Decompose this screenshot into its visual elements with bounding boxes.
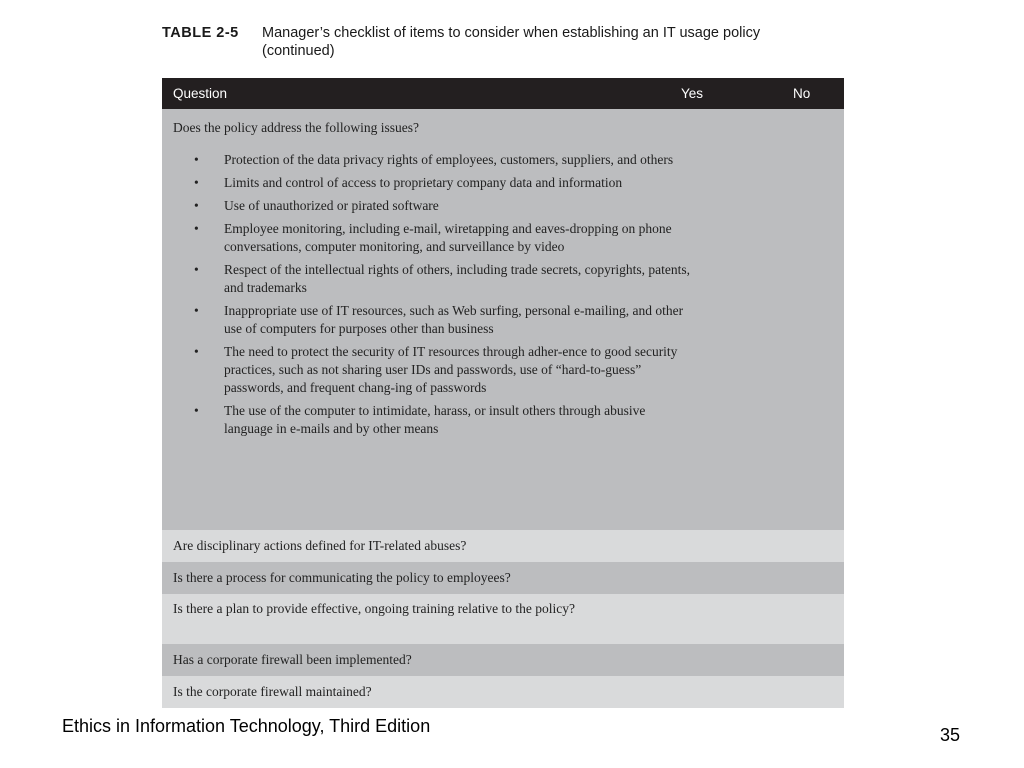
bullet-icon: • (194, 152, 199, 167)
header-question: Question (173, 86, 228, 101)
header-no: No (793, 86, 811, 101)
table-row (162, 676, 844, 708)
list-item-text: The use of the computer to intimidate, harass, or insult others through abusive language in e-mails and by other means (224, 403, 646, 436)
list-item (173, 197, 694, 215)
list-item-text: Limits and control of access to proprietary company data and information (224, 175, 623, 190)
page-number: 35 (940, 725, 961, 745)
bullet-icon: • (194, 198, 199, 213)
list-item-text: Protection of the data privacy rights of employees, customers, suppliers, and others (224, 152, 674, 167)
bullet-icon: • (194, 344, 199, 359)
row-question: Is the corporate firewall maintained? (173, 684, 372, 699)
list-item (173, 402, 694, 438)
table-number: TABLE 2-5 (162, 25, 239, 41)
row-question: Are disciplinary actions defined for IT-related abuses? (173, 538, 467, 553)
list-item (173, 302, 694, 338)
list-item (173, 220, 694, 256)
table-row (162, 644, 844, 676)
list-item-text: The need to protect the security of IT resources through adher-ence to good security practices, such as not sharing user IDs and passwords, use of “hard-to-guess” passwords, and frequent chang-ing of passwords (224, 344, 678, 395)
row-question: Does the policy address the following issues? (173, 120, 419, 135)
list-item-text: Respect of the intellectual rights of others, including trade secrets, copyrights, patents, and trademarks (224, 262, 690, 295)
bullet-icon: • (194, 221, 199, 236)
table-row (162, 109, 844, 530)
row-question: Has a corporate firewall been implemented? (173, 652, 412, 667)
list-item (173, 343, 694, 397)
bullet-icon: • (194, 262, 199, 277)
row-question: Is there a process for communicating the policy to employees? (173, 570, 511, 585)
table-row (162, 530, 844, 562)
list-item (173, 261, 694, 297)
list-item (173, 151, 694, 169)
list-item-text: Use of unauthorized or pirated software (224, 198, 439, 213)
bullet-icon: • (194, 303, 199, 318)
list-item (173, 174, 694, 192)
list-item-text: Inappropriate use of IT resources, such as Web surfing, personal e-mailing, and other use of computers for purposes other than business (224, 303, 684, 336)
table-row (162, 562, 844, 594)
bullet-icon: • (194, 175, 199, 190)
list-item-text: Employee monitoring, including e-mail, wiretapping and eaves-dropping on phone conversations, computer monitoring, and surveillance by video (224, 221, 672, 254)
book-title: Ethics in Information Technology, Third Edition (62, 716, 431, 736)
table-caption (162, 24, 842, 60)
issue-list (173, 151, 844, 438)
header-yes: Yes (681, 86, 704, 101)
table-row (162, 594, 844, 644)
checklist-table (162, 78, 844, 707)
table-title: Manager’s checklist of items to consider when establishing an IT usage policy (continued) (262, 25, 761, 59)
table-header (162, 78, 844, 109)
row-question: Is there a plan to provide effective, ongoing training relative to the policy? (173, 601, 575, 616)
bullet-icon: • (194, 403, 199, 418)
